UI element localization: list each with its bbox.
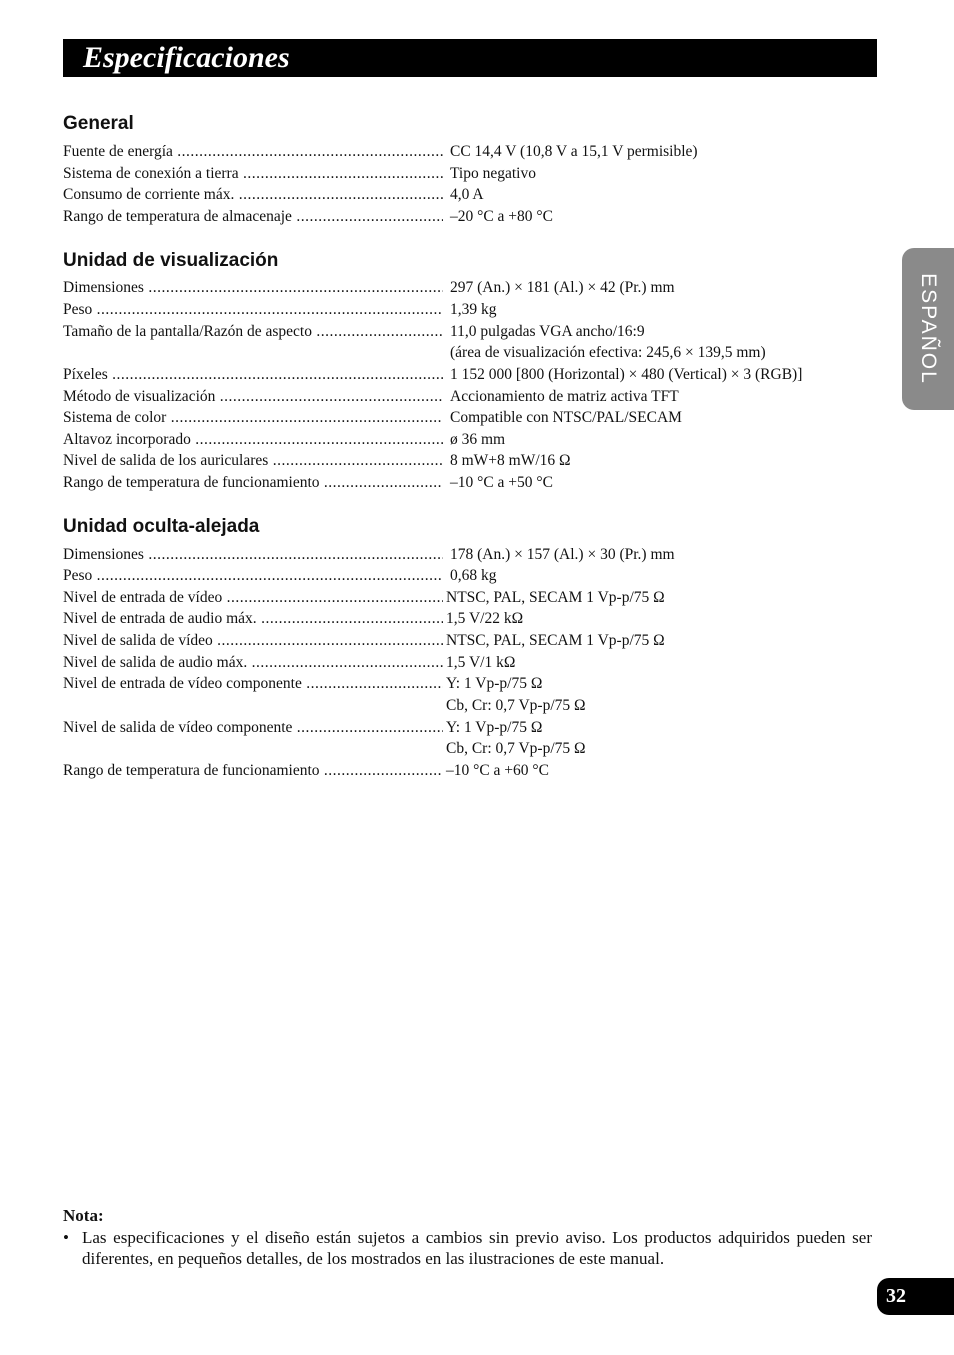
- spec-value: Compatible con NTSC/PAL/SECAM: [450, 409, 682, 426]
- spec-label: Sistema de conexión a tierra .....: [63, 163, 443, 184]
- spec-value: Tipo negativo: [450, 165, 536, 182]
- language-tab: [902, 248, 954, 410]
- spec-label: Rango de temperatura de funcionamiento .....: [63, 472, 443, 493]
- spec-row: [63, 206, 863, 227]
- spec-row: [63, 544, 863, 565]
- page-title: Especificaciones: [83, 41, 290, 74]
- language-tab-label: ESPAÑOL: [917, 273, 940, 385]
- spec-row: [63, 429, 863, 450]
- spec-value: 1,39 kg: [450, 301, 497, 318]
- spec-label: Dimensiones .....: [63, 277, 443, 298]
- spec-label: Nivel de salida de audio máx. .....: [63, 652, 443, 673]
- spec-row: [63, 163, 863, 184]
- spec-value: CC 14,4 V (10,8 V a 15,1 V permisible): [450, 143, 698, 160]
- spec-row: [63, 565, 863, 586]
- spec-label: Dimensiones .....: [63, 544, 443, 565]
- note-heading: Nota:: [63, 1206, 104, 1225]
- spec-row: [63, 608, 863, 629]
- spec-value: NTSC, PAL, SECAM 1 Vp-p/75 Ω: [446, 589, 665, 606]
- spec-value: ø 36 mm: [450, 431, 506, 448]
- spec-value: Y: 1 Vp-p/75 Ω: [446, 675, 543, 692]
- spec-row: [63, 717, 863, 738]
- spec-label: Tamaño de la pantalla/Razón de aspecto .....: [63, 321, 443, 342]
- spec-value: 1,5 V/1 kΩ: [446, 654, 516, 671]
- spec-value: 4,0 A: [450, 186, 484, 203]
- spec-value: 11,0 pulgadas VGA ancho/16:9: [450, 323, 645, 340]
- spec-row: [63, 364, 863, 385]
- spec-value: Cb, Cr: 0,7 Vp-p/75 Ω: [446, 697, 586, 714]
- spec-label: Nivel de entrada de vídeo componente .....: [63, 673, 443, 694]
- spec-row-continuation: [63, 695, 863, 716]
- spec-label: Método de visualización .....: [63, 386, 443, 407]
- spec-label: Altavoz incorporado .....: [63, 429, 443, 450]
- spec-value: Accionamiento de matriz activa TFT: [450, 388, 679, 405]
- spec-row: [63, 321, 863, 342]
- spec-value: (área de visualización efectiva: 245,6 × 139,5 mm): [450, 344, 766, 361]
- section-heading-display-unit: Unidad de visualización: [63, 250, 279, 271]
- spec-label: Nivel de entrada de vídeo .....: [63, 587, 443, 608]
- spec-label: Sistema de color .....: [63, 407, 443, 428]
- spec-row: [63, 472, 863, 493]
- note-text: Las especificaciones y el diseño están sujetos a cambios sin previo aviso. Los productos adquiridos pueden ser diferentes, en pequeños detalles, de los mostrados en las ilustraciones de este manual.: [82, 1228, 872, 1268]
- spec-value: 178 (An.) × 157 (Al.) × 30 (Pr.) mm: [450, 546, 675, 563]
- spec-row-continuation: [63, 342, 863, 363]
- spec-label: Píxeles .....: [63, 364, 443, 385]
- spec-row: [63, 407, 863, 428]
- spec-value: Y: 1 Vp-p/75 Ω: [446, 719, 543, 736]
- section-heading-hidden-unit: Unidad oculta-alejada: [63, 516, 260, 537]
- spec-row: [63, 184, 863, 205]
- spec-row-continuation: [63, 738, 863, 759]
- page-number-box: [877, 1278, 954, 1315]
- spec-label: Rango de temperatura de funcionamiento .....: [63, 760, 443, 781]
- bullet-icon: •: [63, 1228, 69, 1247]
- spec-value: –10 °C a +60 °C: [446, 762, 549, 779]
- spec-row: [63, 386, 863, 407]
- spec-label: Rango de temperatura de almacenaje .....: [63, 206, 443, 227]
- spec-value: 1,5 V/22 kΩ: [446, 610, 524, 627]
- spec-label: Nivel de entrada de audio máx. .....: [63, 608, 443, 629]
- spec-label: Nivel de salida de vídeo componente .....: [63, 717, 443, 738]
- spec-value: Cb, Cr: 0,7 Vp-p/75 Ω: [446, 740, 586, 757]
- spec-row: [63, 652, 863, 673]
- spec-label: Fuente de energía .....: [63, 141, 443, 162]
- title-bar: [63, 39, 877, 77]
- spec-row: [63, 587, 863, 608]
- section-heading-general: General: [63, 113, 134, 134]
- spec-value: –20 °C a +80 °C: [450, 208, 553, 225]
- spec-row: [63, 450, 863, 471]
- spec-row: [63, 673, 863, 694]
- spec-label: Peso .....: [63, 565, 443, 586]
- spec-row: [63, 141, 863, 162]
- spec-label: Nivel de salida de vídeo .....: [63, 630, 443, 651]
- spec-value: –10 °C a +50 °C: [450, 474, 553, 491]
- spec-row: [63, 760, 863, 781]
- spec-row: [63, 630, 863, 651]
- spec-row: [63, 299, 863, 320]
- spec-value: NTSC, PAL, SECAM 1 Vp-p/75 Ω: [446, 632, 665, 649]
- spec-label: Consumo de corriente máx. .....: [63, 184, 443, 205]
- page-number: 32: [886, 1285, 906, 1307]
- spec-value: 8 mW+8 mW/16 Ω: [450, 452, 571, 469]
- spec-value: 0,68 kg: [450, 567, 497, 584]
- spec-label: Nivel de salida de los auriculares .....: [63, 450, 443, 471]
- spec-value: 297 (An.) × 181 (Al.) × 42 (Pr.) mm: [450, 279, 675, 296]
- spec-value: 1 152 000 [800 (Horizontal) × 480 (Vertical) × 3 (RGB)]: [450, 366, 803, 383]
- spec-label: Peso .....: [63, 299, 443, 320]
- spec-row: [63, 277, 863, 298]
